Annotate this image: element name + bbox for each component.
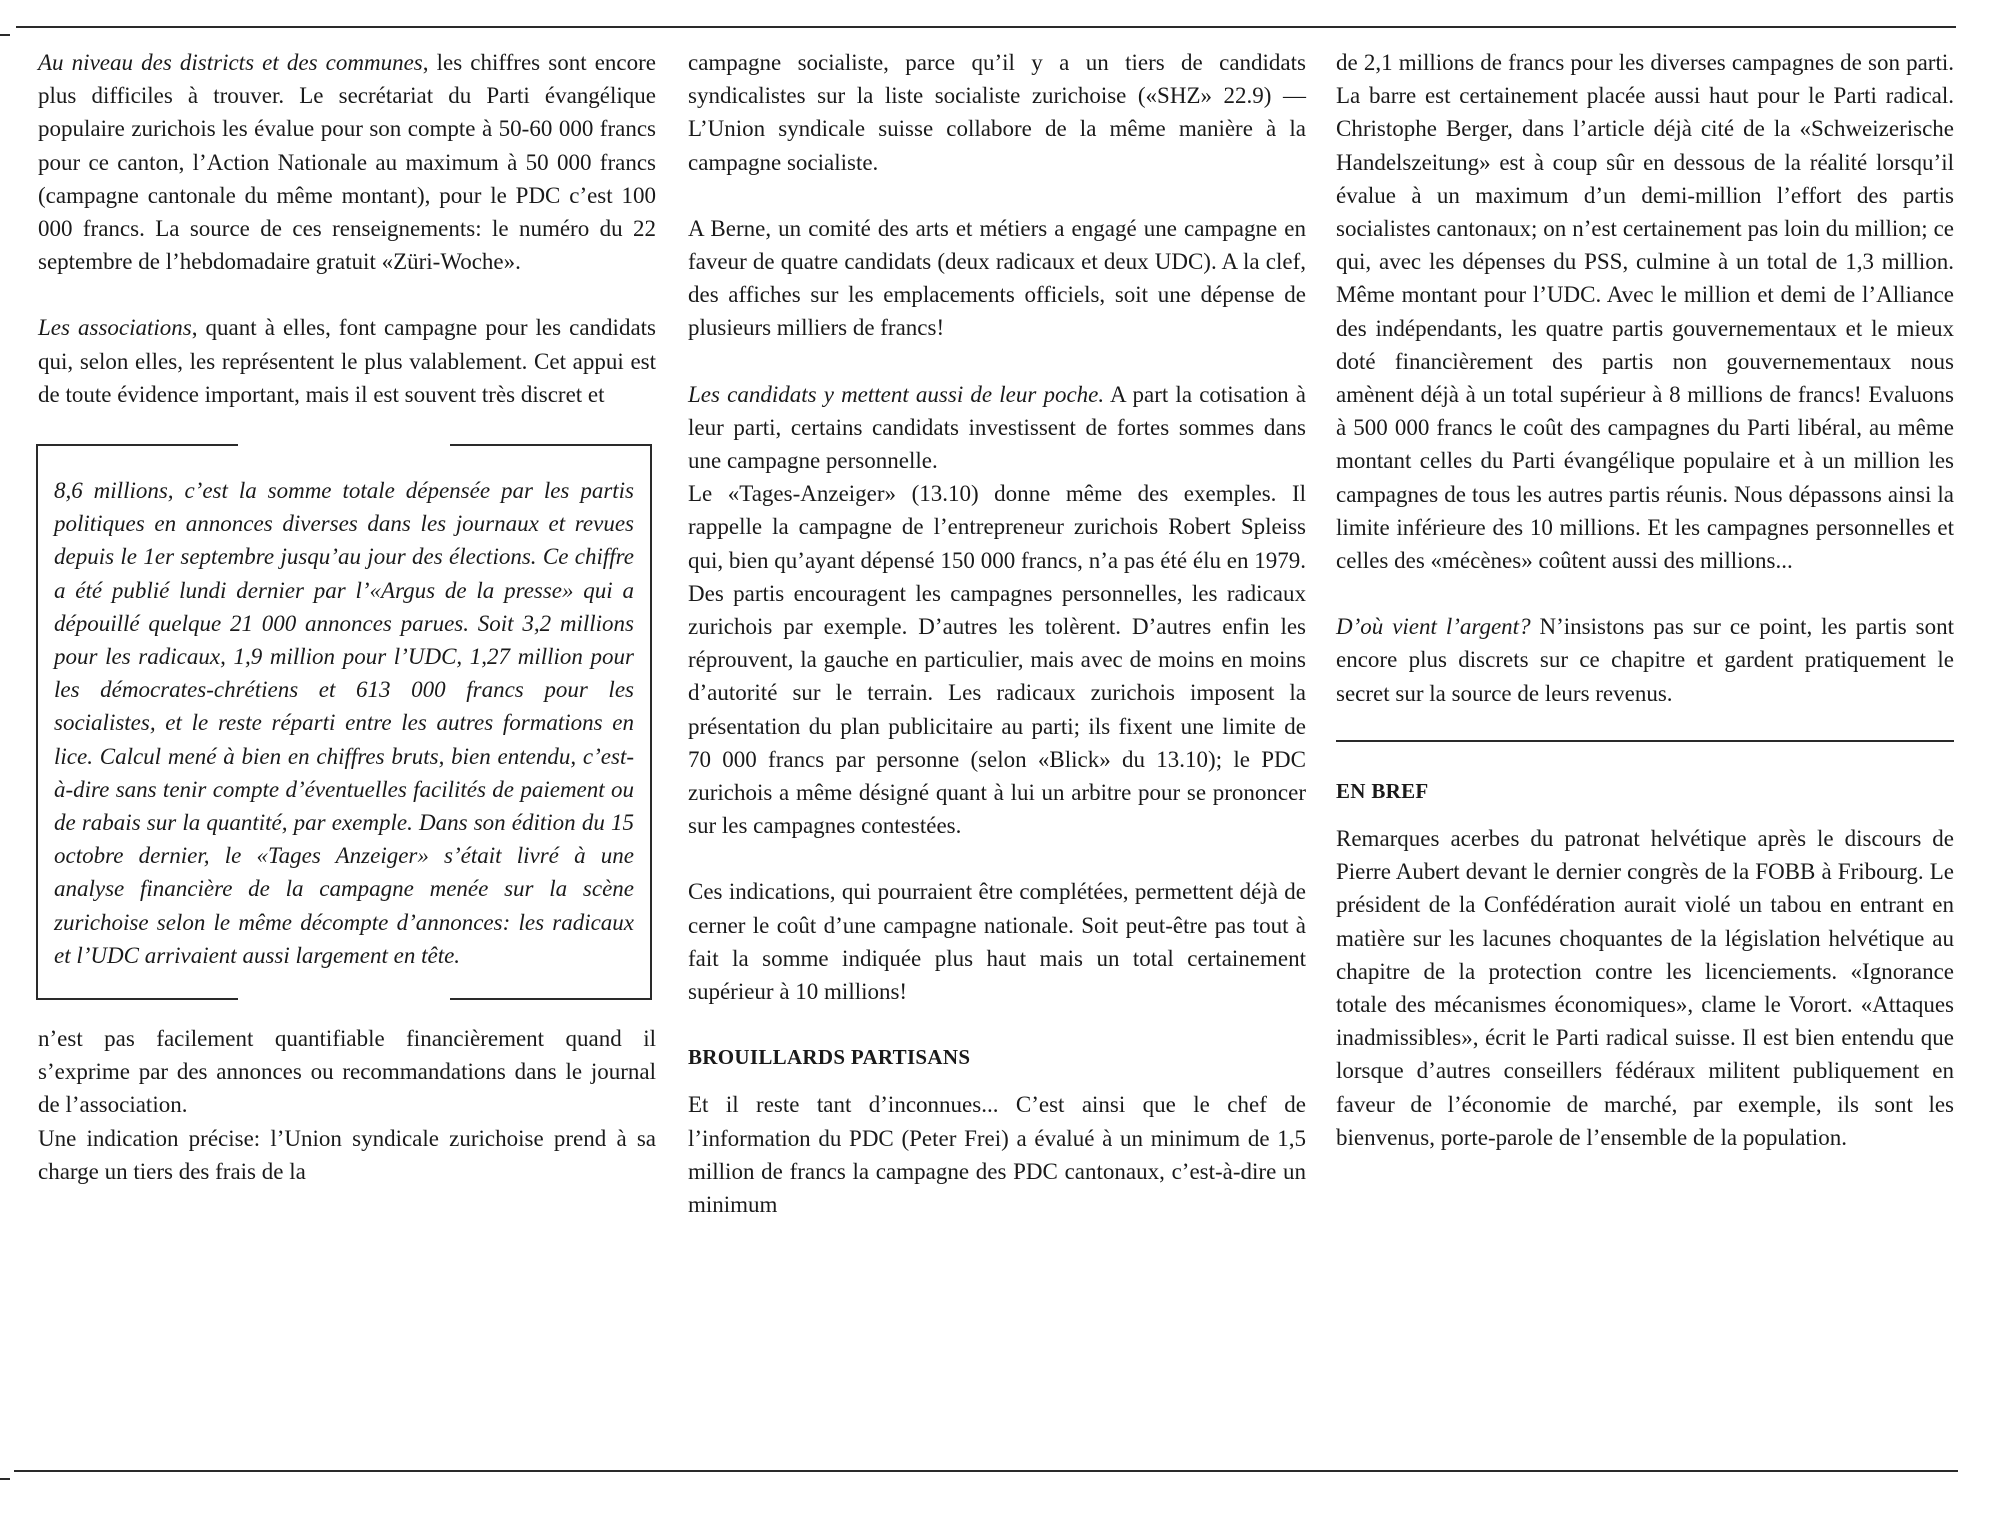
margin-mark (0, 1478, 10, 1480)
paragraph-union: Une indication précise: l’Union syndicale zurichoise prend à sa charge un tiers des frais de la (38, 1125, 656, 1184)
paragraph-argent: D’où vient l’argent? N’insistons pas sur ce point, les partis sont encore plus discrets sur ce chapitre et gardent pratiquement le secret sur la source de leurs revenus. (1336, 614, 1954, 706)
section-heading: EN BREF (1336, 778, 1429, 803)
paragraph-tages-anzeiger: Le «Tages-Anzeiger» (13.10) donne même des exemples. Il rappelle la campagne de l’entrepreneur zurichois Robert Spleiss qui, bien qu’ayant dépensé 150 000 francs, n’a pas été élu en 1979. Des partis encouragent les campagnes personnelles, les radicaux zurichois par exemple. D’autres les tolèrent. D’autres enfin les réprouvent, la gauche en particulier, mais avec de moins en moins d’autorité sur le terrain. Les radicaux zurichois imposent la présentation du plan publicitaire au parti; ils fixent une limite de 70 000 francs par personne (selon «Blick» du 13.10); le PDC zurichois a même désigné quant à lui un arbitre pour se prononcer sur les campagnes contestées. (688, 481, 1306, 839)
column-2 (688, 46, 1306, 1221)
margin-mark (0, 34, 10, 36)
lead-in: Les candidats y mettent aussi de leur poche. (688, 381, 1105, 407)
paragraph-berne: A Berne, un comité des arts et métiers a engagé une campagne en faveur de quatre candidats (deux radicaux et deux UDC). A la clef, des affiches sur les emplacements officiels, soit une dépense de plusieurs milliers de francs! (688, 215, 1306, 341)
bottom-rule (14, 1470, 1958, 1472)
paragraph-en-bref: Remarques acerbes du patronat helvétique après le discours de Pierre Aubert devant le dernier congrès de la FOBB à Fribourg. Le président de la Confédération aurait violé un tabou en entrant en matière sur les lacunes choquantes de la législation helvétique au chapitre de la protection contre les licenciements. «Ignorance totale des mécanismes économiques», clame le Vorort. «Attaques inadmissibles», écrit le Parti radical suisse. Il est bien entendu que lorsque d’autres conseillers fédéraux militent publiquement en faveur de l’économie de marché, par exemple, ils sont les bienvenus, porte-parole de l’ensemble de la population. (1336, 826, 1954, 1150)
paragraph-districts: Au niveau des districts et des communes, les chiffres sont encore plus difficiles à trouver. Le secrétariat du Parti évangélique populaire zurichois les évalue pour son compte à 50-60 000 francs pour ce canton, l’Action Nationale au maximum à 50 000 francs (campagne cantonale du même montant), pour le PDC c’est 100 000 francs. La source de ces renseignements: le numéro du 22 septembre de l’hebdomadaire gratuit «Züri-Woche». (38, 50, 657, 275)
paragraph-associations: Les associations, quant à elles, font campagne pour les candidats qui, selon elles, les représentent le plus valablement. Cet appui est de toute évidence important, mais il est souvent très discret et (38, 315, 657, 407)
column-3 (1336, 46, 1954, 1154)
lead-in: Au niveau des districts et des communes (38, 50, 423, 75)
top-rule (16, 26, 1956, 28)
paragraph-candidates: Les candidats y mettent aussi de leur poche. A part la cotisation à leur parti, certains candidats investissent de fortes sommes dans une campagne personnelle. (688, 381, 1306, 474)
lead-in: D’où vient l’argent? (1336, 614, 1531, 640)
inset-box (36, 444, 652, 1000)
inset-box-text: 8,6 millions, c’est la somme totale dépensée par les partis politiques en annonces diverses dans les journaux et revues depuis le 1er septembre jusqu’au jour des élections. Ce chiffre a été publié lundi dernier par l’«Argus de la presse» qui a dépouillé quelque 21 000 annonces parues. Soit 3,2 millions pour les radicaux, 1,9 million pour l’UDC, 1,27 million pour les démocrates-chrétiens et 613 000 francs pour les socialistes, et le reste réparti entre les autres formations en lice. Calcul mené à bien en chiffres bruts, bien entendu, c’est-à-dire sans tenir compte d’éventuelles facilités de paiement ou de rabais sur la quantité, par exemple. Dans son édition du 15 octobre dernier, le «Tages Anzeiger» s’était livré à une analyse financière de la campagne menée sur la scène zurichoise selon le même décompte d’annonces: les radicaux et l’UDC arrivaient aussi largement en tête. (54, 478, 634, 968)
paragraph-indications: Ces indications, qui pourraient être complétées, permettent déjà de cerner le coût d’une campagne nationale. Soit peut-être pas tout à fait la somme indiquée plus haut mais un total certainement supérieur à 10 millions! (688, 879, 1306, 1005)
section-divider (1336, 740, 1954, 742)
paragraph-socialist-campaign: campagne socialiste, parce qu’il y a un tiers de candidats syndicalistes sur la liste socialiste zurichoise («SHZ» 22.9) — L’Union syndicale suisse collabore de la même manière à la campagne socialiste. (688, 50, 1306, 175)
paragraph-inconnues: Et il reste tant d’inconnues... C’est ainsi que le chef de l’information du PDC (Peter Frei) a évalué à un minimum de 1,5 million de francs la campagne des PDC cantonaux, c’est-à-dire un minimum (688, 1092, 1306, 1218)
paragraph-continuation: n’est pas facilement quantifiable financièrement quand il s’exprime par des annonces ou recommandations dans le journal de l’association. (38, 1026, 656, 1118)
paragraph-millions: de 2,1 millions de francs pour les diverses campagnes de son parti. La barre est certainement placée aussi haut pour le Parti radical. Christophe Berger, dans l’article déjà cité de la «Schweizerische Handelszeitung» est à coup sûr en dessous de la réalité lorsqu’il évalue à un maximum d’un demi-million l’effort des partis socialistes cantonaux; on n’est certainement pas loin du million; ce qui, avec les dépenses du PSS, culmine à un total de 1,3 million. Même montant pour l’UDC. Avec le million et demi de l’Alliance des indépendants, les quatre partis gouvernementaux et le mieux doté financièrement des partis non gouvernementaux nous amènent déjà à un total supérieur à 8 millions de francs! Evaluons à 500 000 francs le coût des campagnes du Parti libéral, au même montant celles du Parti évangélique populaire et à un million les campagnes de tous les autres partis réunis. Nous dépassons ainsi la limite inférieure des 10 millions. Et les campagnes personnelles et celles des «mécènes» coûtent aussi des millions... (1336, 50, 1954, 574)
column-1 (38, 46, 656, 1188)
section-heading: BROUILLARDS PARTISANS (688, 1045, 971, 1070)
lead-in: Les associations (38, 315, 192, 341)
